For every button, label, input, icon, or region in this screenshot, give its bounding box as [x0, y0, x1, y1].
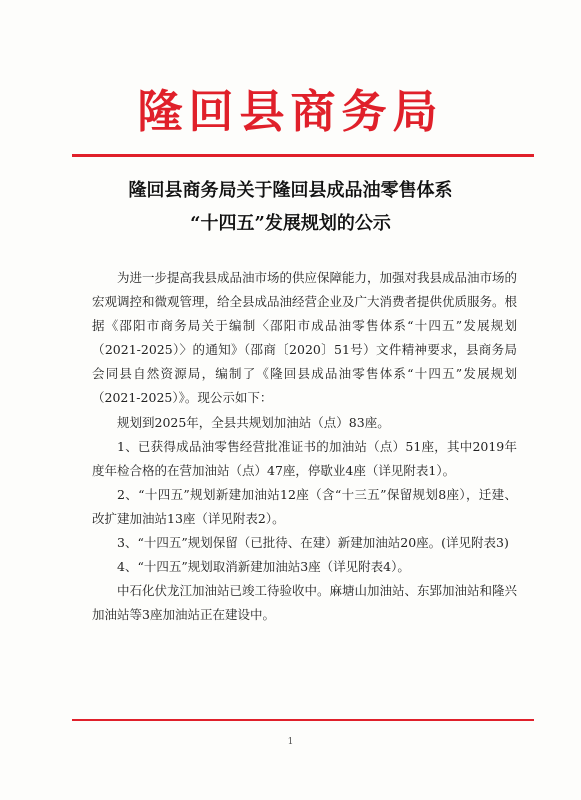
paragraph-item-2: 2、“十四五”规划新建加油站12座（含“十三五”保留规划8座），迁建、改扩建加油站13座（详见附表2）。	[92, 486, 517, 526]
title-line-2: “十四五”发展规划的公示	[190, 213, 391, 234]
document-body	[92, 266, 517, 627]
letterhead-red-rule	[72, 154, 534, 157]
bottom-red-rule	[72, 719, 534, 721]
paragraph-item-3: 3、“十四五”规划保留（已批待、在建）新建加油站20座。(详见附表3)	[117, 535, 509, 551]
paragraph-plan-total: 规划到2025年，全县共规划加油站（点）83座。	[117, 414, 390, 430]
paragraph-construction-status: 中石化伏龙江加油站已竣工待验收中。麻塘山加油站、东郢加油站和隆兴加油站等3座加油站正在建设中。	[92, 583, 518, 623]
paragraph-item-1: 1、已获得成品油零售经营批准证书的加油站（点）51座，其中2019年度年检合格的在营加油站（点）47座，停歇业4座（详见附表1）。	[92, 438, 517, 478]
document-title	[0, 174, 581, 240]
title-line-1: 隆回县商务局关于隆回县成品油零售体系	[128, 180, 453, 201]
page-number: 1	[287, 737, 294, 747]
paragraph-intro: 为进一步提高我县成品油市场的供应保障能力，加强对我县成品油市场的宏观调控和微观管理，给全县成品油经营企业及广大消费者提供优质服务。根据《邵阳市商务局关于编制〈邵阳市成品油零售体系“十四五”发展规划（2021-2025）〉的通知》（邵商〔2020〕51号）文件精神要求，县商务局会同县自然资源局，编制了《隆回县成品油零售体系“十四五”发展规划（2021-2025）》。现公示如下：	[92, 270, 518, 406]
paragraph-item-4: 4、“十四五”规划取消新建加油站3座（详见附表4）。	[117, 559, 410, 575]
letterhead-org-name: 隆回县商务局	[137, 85, 444, 138]
